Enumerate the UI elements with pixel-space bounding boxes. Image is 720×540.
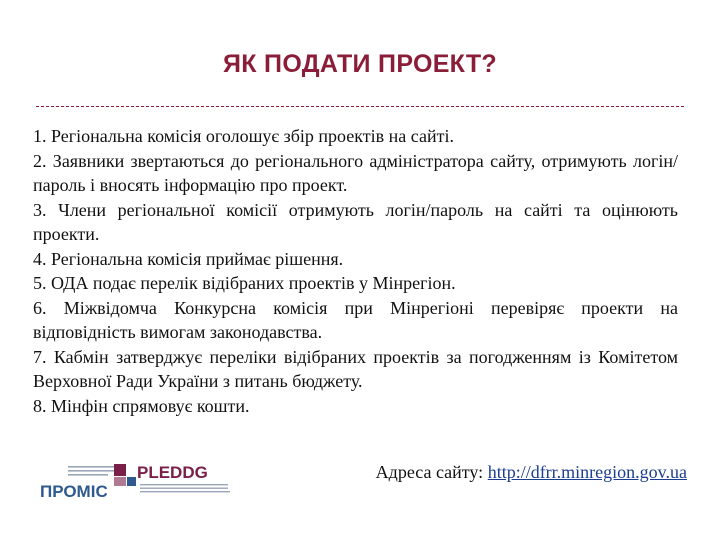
address-link[interactable]: http://dfrr.minregion.gov.ua (487, 462, 687, 482)
step-item-5: 5. ОДА подає перелік відібраних проектів у Мінрегіон. (33, 273, 456, 293)
address-label: Адреса сайту: (375, 462, 484, 482)
steps-list (33, 124, 678, 418)
dashed-divider (36, 106, 684, 107)
step-item-8: 8. Мінфін спрямовує кошти. (33, 395, 250, 416)
step-item-4: 4. Регіональна комісія приймає рішення. (33, 248, 344, 269)
step-item-1: 1. Регіональна комісія оголошує збір проектів на сайті. (33, 126, 454, 146)
pleddg-wordmark: PLEDDG (137, 463, 208, 482)
step-item-7: 7. Кабмін затверджує переліки відібраних проектів за погодженням із Комітетом Верховної Ради України з питань бюджету. (33, 346, 678, 391)
logo-square-magenta (114, 464, 126, 476)
step-item-2: 2. Заявники звертаються до регіонального адміністратора сайту, отримують логін/пароль і вносять інформацію про проект. (33, 150, 678, 195)
step-item-6: 6. Міжвідомча Конкурсна комісія при Мінрегіоні перевіряє проекти на відповідність вимогам законодавства. (33, 297, 678, 342)
promis-pleddg-logo (38, 462, 238, 502)
page-title: ЯК ПОДАТИ ПРОЕКТ? (222, 50, 498, 78)
step-item-3: 3. Члени регіональної комісії отримують логін/пароль на сайті та оцінюють проекти. (33, 199, 678, 244)
promis-wordmark: ПРОМІС (40, 482, 108, 501)
site-address (376, 462, 687, 483)
